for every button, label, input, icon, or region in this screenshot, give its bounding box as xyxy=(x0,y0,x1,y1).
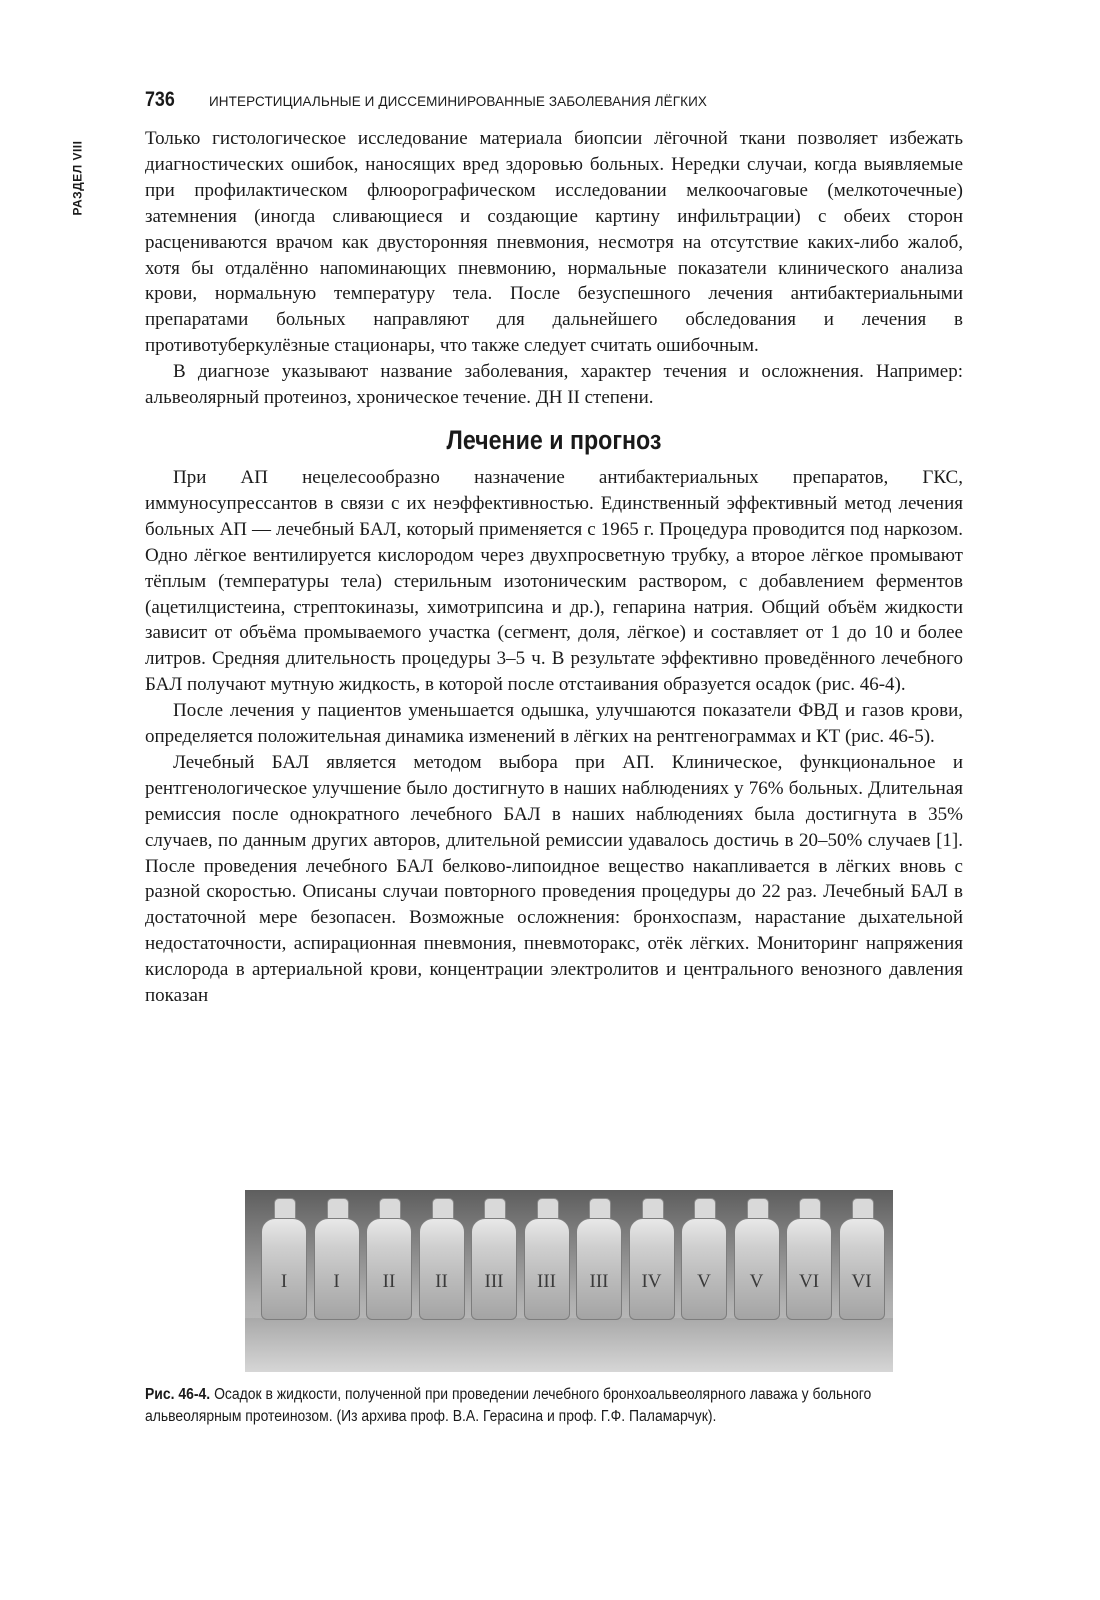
specimen-bottle xyxy=(734,1198,780,1320)
paragraph-5: Лечебный БАЛ является методом выбора при АП. Клиническое, функциональное и рентгенологическое улучшение было достигнуто в наших наблюдениях у 76% больных. Длительная ремиссия после однократного лечебного БАЛ в наших наблюдениях была достигнута в 35% случаев, по данным других авторов, длительной ремиссии удавалось достичь в 20–50% случаев [1]. После проведения лечебного БАЛ белково-липоидное вещество накапливается в лёгких вновь с разной скоростью. Описаны случаи повторного проведения процедуры до 22 раз. Лечебный БАЛ в достаточной мере безопасен. Возможные осложнения: бронхоспазм, нарастание дыхательной недостаточности, аспирационная пневмония, пневмоторакс, отёк лёгких. Мониторинг напряжения кислорода в артериальной крови, концентрации электролитов и центрального венозного давления показан xyxy=(145,751,963,1007)
paragraph-1: Только гистологическое исследование материала биопсии лёгочной ткани позволяет избежать диагностических ошибок, наносящих вред здоровью больных. Нередки случаи, когда выявляемые при профилактическом флюорографическом исследовании мелкоочаговые (мелкоточечные) затемнения (иногда сливающиеся и создающие картину инфильтрации) с обеих сторон расцениваются врачом как двусторонняя пневмония, несмотря на отсутствие каких-либо жалоб, хотя бы отдалённо напоминающих пневмонию, нормальные показатели клинического анализа крови, нормальную температуру тела. После безуспешного лечения антибактериальными препаратами больных направляют для дальнейшего обследования и лечения в противотуберкулёзные стационары, что также следует считать ошибочным. xyxy=(145,128,963,357)
body-text xyxy=(145,126,963,1009)
figure-photo-bottles xyxy=(245,1190,893,1372)
section-side-label xyxy=(64,133,90,223)
specimen-bottle xyxy=(839,1198,885,1320)
specimen-bottle xyxy=(366,1198,412,1320)
specimen-bottle xyxy=(629,1198,675,1320)
paragraph-4: После лечения у пациентов уменьшается одышка, улучшаются показатели ФВД и газов крови, определяется положительная динамика изменений в лёгких на рентгенограммах и КТ (рис. 46-5). xyxy=(145,700,963,748)
bottle-mark: III xyxy=(589,1271,609,1292)
specimen-bottle xyxy=(471,1198,517,1320)
bottle-mark: II xyxy=(382,1271,396,1292)
photo-shelf xyxy=(245,1318,893,1372)
specimen-bottle xyxy=(419,1198,465,1320)
bottle-mark: VI xyxy=(851,1271,872,1292)
page-header xyxy=(145,88,965,112)
bottle-mark: V xyxy=(749,1271,764,1292)
page-number: 736 xyxy=(145,88,175,111)
caption-text: Осадок в жидкости, полученной при проведении лечебного бронхоальвеолярного лаважа у больного альвеолярным протеинозом. (Из архива проф. В.А. Герасина и проф. Г.Ф. Паламарчук). xyxy=(145,1386,872,1425)
bottle-mark: VI xyxy=(798,1271,820,1292)
bottle-mark: V xyxy=(697,1271,711,1292)
bottle-body xyxy=(314,1218,360,1320)
specimen-bottle xyxy=(314,1198,360,1320)
bottle-body xyxy=(681,1218,727,1320)
paragraph-3: При АП нецелесообразно назначение антибактериальных препаратов, ГКС, иммуносупрессантов в связи с их неэффективностью. Единственный эффективный метод лечения больных АП — лечебный БАЛ, который применяется с 1965 г. Процедура проводится под наркозом. Одно лёгкое вентилируется кислородом через двухпросветную трубку, а второе лёгкое промывают тёплым (температуры тела) стерильным изотоническим раствором, с добавлением ферментов (ацетилцистеина, стрептокиназы, химотрипсина и др.), гепарина натрия. Общий объём жидкости зависит от объёма промываемого участка (сегмент, доля, лёгкое) и составляет от 1 до 10 и более литров. Средняя длительность процедуры 3–5 ч. В результате эффективно проведённого лечебного БАЛ получают мутную жидкость, в которой после отстаивания образуется осадок (рис. 46-4). xyxy=(145,466,963,696)
bottle-body xyxy=(524,1218,570,1320)
specimen-bottle xyxy=(576,1198,622,1320)
section-side-label-text: РАЗДЕЛ VIII xyxy=(70,140,85,216)
paragraph-2: В диагнозе указывают название заболевания, характер течения и осложнения. Например: альвеолярный протеиноз, хроническое течение. ДН II степени. xyxy=(145,361,963,409)
bottle-mark: II xyxy=(435,1271,448,1292)
bottle-mark: III xyxy=(537,1271,556,1292)
section-heading: Лечение и прогноз xyxy=(446,424,662,455)
figure-caption xyxy=(145,1384,964,1428)
specimen-bottle xyxy=(524,1198,570,1320)
caption-label: Рис. 46-4. xyxy=(145,1386,211,1403)
bottle-body xyxy=(419,1218,465,1320)
bottle-mark: III xyxy=(484,1271,504,1292)
bottle-body xyxy=(576,1218,622,1320)
specimen-bottle xyxy=(681,1198,727,1320)
bottle-body xyxy=(366,1218,412,1320)
bottle-body xyxy=(261,1218,307,1320)
bottle-body xyxy=(629,1218,675,1320)
bottle-mark: I xyxy=(333,1271,340,1292)
bottle-body xyxy=(839,1218,885,1320)
bottle-body xyxy=(786,1218,832,1320)
specimen-bottle xyxy=(261,1198,307,1320)
bottle-body xyxy=(471,1218,517,1320)
specimen-bottle xyxy=(786,1198,832,1320)
bottle-mark: IV xyxy=(641,1271,662,1292)
bottle-body xyxy=(734,1218,780,1320)
running-title: ИНТЕРСТИЦИАЛЬНЫЕ И ДИССЕМИНИРОВАННЫЕ ЗАБОЛЕВАНИЯ ЛЁГКИХ xyxy=(209,94,707,109)
bottle-mark: I xyxy=(280,1271,288,1292)
